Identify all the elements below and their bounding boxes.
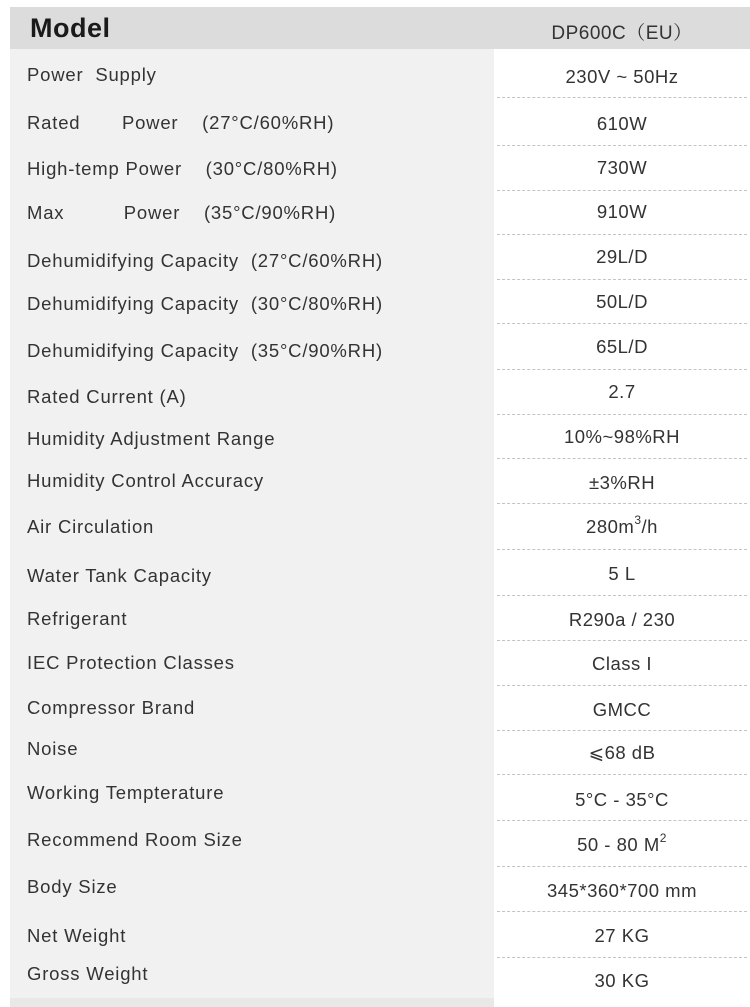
spec-value: ⩽68 dB (588, 742, 656, 763)
row-divider (497, 866, 747, 867)
row-divider (497, 730, 747, 731)
spec-label: Net Weight (27, 925, 127, 946)
spec-value: 730W (596, 157, 648, 178)
bottom-strip (10, 998, 494, 1007)
header-title: Model (30, 13, 111, 43)
spec-value: 345*360*700 mm (547, 880, 697, 901)
spec-value: GMCC (592, 699, 652, 720)
spec-value: 30 KG (594, 970, 650, 991)
spec-label: Power Supply (27, 64, 157, 85)
spec-label: Body Size (27, 876, 118, 897)
row-divider (497, 279, 747, 280)
spec-label: IEC Protection Classes (27, 652, 235, 673)
row-divider (497, 503, 747, 504)
row-divider (497, 97, 747, 98)
spec-label: Dehumidifying Capacity (35°C/90%RH) (27, 340, 383, 361)
spec-label: Recommend Room Size (27, 829, 243, 850)
row-divider (497, 145, 747, 146)
spec-value: 50L/D (596, 291, 648, 312)
row-divider (497, 414, 747, 415)
spec-label: Rated Power (27°C/60%RH) (27, 112, 335, 133)
spec-value: 5°C - 35°C (575, 789, 669, 810)
row-divider (497, 549, 747, 550)
spec-value: 910W (596, 201, 648, 222)
row-divider (497, 640, 747, 641)
spec-value-suffix: /h (641, 516, 658, 537)
spec-label: Humidity Adjustment Range (27, 428, 276, 449)
row-divider (497, 774, 747, 775)
spec-value: 5 L (608, 563, 636, 584)
spec-label: Humidity Control Accuracy (27, 470, 264, 491)
row-divider (497, 458, 747, 459)
spec-value: 10%~98%RH (563, 426, 681, 447)
spec-label: Working Tempterature (27, 782, 225, 803)
spec-label: Air Circulation (27, 516, 155, 537)
spec-value-superscript: 3 (634, 513, 642, 527)
row-divider (497, 957, 747, 958)
row-divider (497, 685, 747, 686)
model-number: DP600C（EU） (551, 23, 693, 44)
row-divider (497, 369, 747, 370)
row-divider (497, 234, 747, 235)
spec-label: Noise (27, 738, 79, 759)
spec-label: Water Tank Capacity (27, 565, 212, 586)
spec-label: High-temp Power (30°C/80%RH) (27, 158, 338, 179)
spec-value (494, 513, 750, 538)
row-divider (497, 911, 747, 912)
spec-value-superscript: 2 (659, 831, 667, 845)
row-divider (497, 190, 747, 191)
spec-label: Compressor Brand (27, 697, 196, 718)
spec-value: 230V ~ 50Hz (565, 66, 679, 87)
spec-value: R290a / 230 (568, 609, 676, 630)
spec-label: Dehumidifying Capacity (30°C/80%RH) (27, 293, 383, 314)
row-divider (497, 323, 747, 324)
spec-value: Class I (591, 653, 653, 674)
spec-value: 2.7 (608, 381, 636, 402)
spec-label: Dehumidifying Capacity (27°C/60%RH) (27, 250, 383, 271)
spec-value: ±3%RH (588, 472, 656, 493)
spec-value-text: 50 - 80 M (577, 834, 660, 855)
header-bar (10, 7, 750, 49)
spec-value: 65L/D (596, 336, 648, 357)
spec-value-text: 280m (586, 516, 635, 537)
row-divider (497, 595, 747, 596)
spec-value (494, 831, 750, 856)
spec-label: Gross Weight (27, 963, 149, 984)
spec-value: 610W (596, 113, 648, 134)
spec-label: Refrigerant (27, 608, 128, 629)
row-divider (497, 820, 747, 821)
spec-value: 29L/D (596, 246, 648, 267)
spec-value: 27 KG (594, 925, 650, 946)
spec-label: Rated Current (A) (27, 386, 187, 407)
spec-label: Max Power (35°C/90%RH) (27, 202, 337, 223)
